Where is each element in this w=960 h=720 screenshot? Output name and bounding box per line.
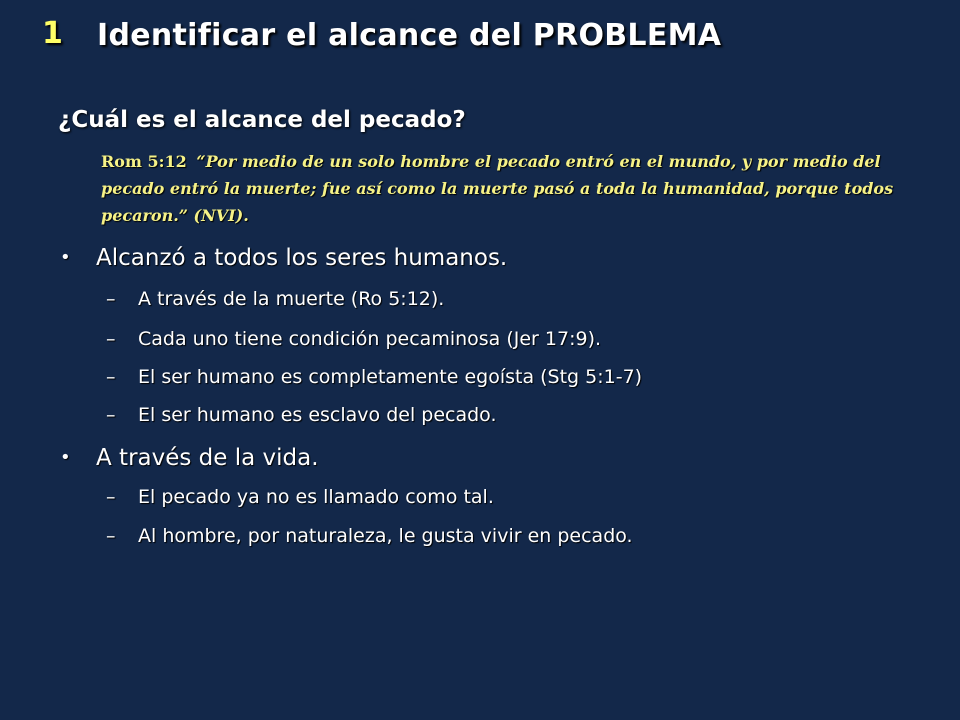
sub-point (106, 404, 497, 426)
sub-point-text: El ser humano es completamente egoísta (Stg 5:1-7) (138, 366, 643, 388)
bible-verse (101, 148, 901, 229)
verse-reference: Rom 5:12 (101, 152, 187, 171)
sub-point-text: Cada uno tiene condición pecaminosa (Jer 17:9). (138, 328, 602, 350)
sub-point-text: A través de la muerte (Ro 5:12). (138, 288, 445, 310)
sub-point (106, 366, 642, 388)
bullet-icon: • (60, 247, 71, 268)
sub-point-text: Al hombre, por naturaleza, le gusta vivir en pecado. (138, 525, 633, 547)
slide-title: Identificar el alcance del PROBLEMA (97, 18, 722, 53)
verse-text: “Por medio de un solo hombre el pecado entró en el mundo, y por medio del pecado entró la muerte; fue así como la muerte pasó a toda la humanidad, porque todos pecaron.” (NVI). (101, 152, 894, 225)
slide-number: 1 (42, 16, 63, 51)
main-point-text: A través de la vida. (96, 445, 319, 471)
sub-point-text: El ser humano es esclavo del pecado. (138, 404, 497, 426)
bullet-icon: • (60, 447, 71, 468)
dash-icon: – (106, 525, 116, 547)
sub-point (106, 525, 633, 547)
dash-icon: – (106, 328, 116, 350)
sub-point-text: El pecado ya no es llamado como tal. (138, 486, 494, 508)
sub-point (106, 486, 494, 508)
dash-icon: – (106, 404, 116, 426)
dash-icon: – (106, 486, 116, 508)
section-question: ¿Cuál es el alcance del pecado? (58, 107, 466, 133)
main-point-2 (60, 445, 319, 471)
main-point-text: Alcanzó a todos los seres humanos. (96, 245, 508, 271)
dash-icon: – (106, 288, 116, 310)
main-point-1 (60, 245, 507, 271)
dash-icon: – (106, 366, 116, 388)
sub-point (106, 328, 601, 350)
sub-point (106, 288, 444, 310)
